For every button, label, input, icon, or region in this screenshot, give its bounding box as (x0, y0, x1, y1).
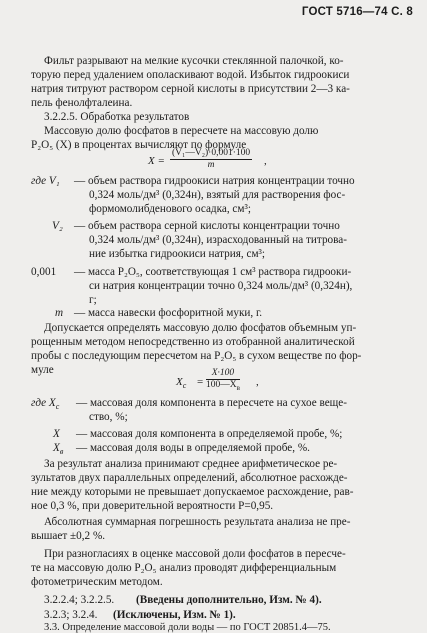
clause-numbers: 3.2.2.4; 3.2.2.5. (44, 594, 115, 606)
definition-term: V₂ (52, 220, 63, 232)
amendment-text: (Исключены, Изм. № 1). (113, 609, 236, 621)
definition-text: — массовая доля воды в определяемой пробе, %. (76, 442, 310, 454)
text-line: зультатов двух параллельных определений, абсолютное расхожде- (31, 472, 348, 484)
formula-lhs: X = (148, 155, 165, 167)
text-line: торую перед удалением ополаскивают водой. Избыток гидроокиси (31, 69, 350, 81)
definition-text: ние избытка гидроокиси натрия, см³; (89, 248, 266, 260)
formula-numerator: (V₁—V₂)·0,001·100 (172, 148, 251, 158)
text-line: натрия титруют раствором серной кислоты в присутствии 2—3 ка- (31, 83, 350, 95)
definition-text: — масса навески фосфоритной муки, г. (74, 307, 263, 319)
definition-text: формомолибденового осадка, см³; (89, 203, 251, 215)
formula-denominator: $100—X_в$ (206, 380, 240, 392)
definition-term: X (53, 428, 60, 440)
definition-text: — масса P₂O₅, соответствующая 1 см³ раствора гидрооки- (74, 266, 352, 278)
formula-numerator: X·100 (206, 368, 240, 380)
formula-lhs: $X_c$ (176, 376, 187, 391)
text-line: рощенным методом непосредственно из отобранной аналитической (31, 336, 355, 348)
text-line: ние между которыми не превышает допускаемое расхождение, рав- (31, 486, 354, 498)
definition-text: — объем раствора серной кислоты концентрации точно (74, 220, 340, 232)
text-line: муле (31, 364, 54, 376)
formula-fraction (206, 368, 240, 394)
text-line: За результат анализа принимают среднее арифметическое ре- (44, 458, 338, 470)
page-header: ГОСТ 5716—74 С. 8 (301, 6, 413, 18)
text-line: те на массовую долю P₂O₅ анализ проводят дифференциальным (31, 562, 337, 574)
text-line: При разногласиях в оценке массовой доли фосфатов в пересче- (44, 548, 346, 560)
amendment-text: (Введены дополнительно, Изм. № 4). (136, 594, 322, 606)
definition-term: m (55, 307, 64, 319)
formula-tail: , (264, 155, 267, 167)
clause-numbers: 3.2.3; 3.2.4. (44, 609, 98, 621)
definition-text: ство, %; (89, 411, 128, 423)
definition-text: — массовая доля компонента в определяемой пробе, %; (76, 428, 343, 440)
definition-term: $X_в$ (53, 442, 64, 457)
text-line: Абсолютная суммарная погрешность результата анализа не пре- (44, 516, 351, 528)
text-line: Фильт разрывают на мелкие кусочки стеклянной палочкой, ко- (44, 55, 344, 67)
text-line: пель фенолфталеина. (31, 97, 133, 109)
section-heading: 3.2.2.5. Обработка результатов (44, 111, 190, 123)
definition-text: 0,324 моль/дм³ (0,324н), взятый для растворения фос- (89, 189, 346, 201)
definition-text: 0,324 моль/дм³ (0,324н), израсходованный на титрова- (89, 234, 347, 246)
definition-term: где $X_c$ (31, 397, 60, 412)
definition-text: г; (89, 294, 97, 306)
formula-equals: = (197, 376, 204, 388)
text-line: P₂O₅ (X) в процентах вычисляют по формуле (31, 139, 247, 151)
definition-text: — массовая доля компонента в пересчете на сухое веще- (76, 397, 347, 409)
formula-fraction (170, 148, 252, 171)
definition-text: — объем раствора гидроокиси натрия концентрации точно (74, 175, 355, 187)
text-line: Массовую долю фосфатов в пересчете на массовую долю (44, 125, 319, 137)
definition-term: 0,001 (31, 266, 57, 278)
text-line: ное 0,3 %, при доверительной вероятности P=0,95. (31, 500, 274, 512)
definition-text: си натрия концентрации точно 0,324 моль/дм³ (0,324н), (89, 280, 353, 292)
formula-denominator: m (207, 160, 215, 170)
text-line: Допускается определять массовую долю фосфатов объемным уп- (44, 322, 357, 334)
text-line: фотометрическим методом. (31, 576, 163, 588)
text-line: пробы с последующим пересчетом на P₂O₅ в сухом веществе по фор- (31, 350, 362, 362)
text-line: вышает ±0,2 %. (31, 530, 106, 542)
definition-term: где V₁ (31, 175, 60, 187)
formula-tail: , (256, 376, 259, 388)
text-line: 3.3. Определение массовой доли воды — по ГОСТ 20851.4—75. (44, 622, 331, 633)
